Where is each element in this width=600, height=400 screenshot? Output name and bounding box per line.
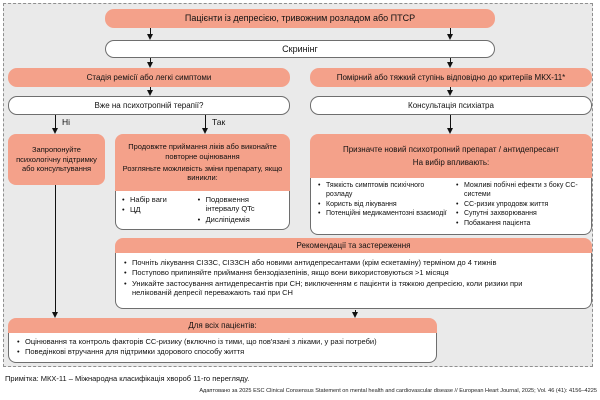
no-branch-label: Ні xyxy=(62,117,71,127)
choice-factor-list-left xyxy=(317,182,449,230)
prescribe-line2: На вибір впливають: xyxy=(412,157,490,167)
arrow-remission-to-question xyxy=(150,87,151,90)
entry-node xyxy=(105,9,495,28)
side-effect-list-left xyxy=(121,195,191,225)
attribution: Адаптовано за 2025 ESC Clinical Consensus Statement on mental health and cardiovascular disease // European Heart Journal, 2025; Vol. 46 (41): 4156–4225 xyxy=(199,388,597,394)
screening-node-label: Скринінг xyxy=(282,43,318,54)
arrow-support-to-all-patients xyxy=(55,185,56,312)
list-item: • Набір ваги xyxy=(121,195,191,204)
continue-medication-line2: Розгляньте можливість зміни препарату, якщо виникли: xyxy=(122,164,283,183)
arrow-severe-to-consult xyxy=(450,87,451,90)
psych-support-node xyxy=(8,134,105,185)
recommendations-body xyxy=(115,253,592,309)
screening-node xyxy=(105,40,495,58)
arrow-question-yes xyxy=(205,115,206,128)
remission-condition-label: Стадія ремісії або легкі симптоми xyxy=(86,72,212,82)
psychiatrist-consult-node xyxy=(310,96,592,115)
arrow-recommendations-to-all-patients xyxy=(355,310,356,312)
all-patients-title: Для всіх пацієнтів: xyxy=(188,320,257,330)
severe-condition-label: Помірний або тяжкий ступінь відповідно до критеріїв МКХ-11* xyxy=(336,72,566,82)
arrow-consult-to-prescribe xyxy=(450,115,451,128)
continue-medication-node xyxy=(115,134,290,230)
list-item: • Подовження інтервалу QTc xyxy=(197,195,284,214)
list-item: • Можливі побічні ефекти з боку СС-системи xyxy=(455,182,583,200)
entry-node-label: Пацієнти із депресією, тривожним розладом або ПТСР xyxy=(184,13,416,24)
arrow-entry-to-screening-left xyxy=(150,28,151,34)
side-effect-list-right xyxy=(197,195,284,225)
list-item: • Дисліпідемія xyxy=(197,215,284,224)
list-item: • Уникайте застосування антидепресантів при СН; виключенням є пацієнти із тяжкою депресією, коли ризики при нелікованій депресії переважають такі при СН xyxy=(123,279,552,298)
list-item: • Поведінкові втручання для підтримки здорового способу життя xyxy=(16,347,429,356)
list-item: • Побажання пацієнта xyxy=(455,220,583,229)
arrow-question-no xyxy=(55,115,56,128)
prescribe-node xyxy=(310,134,592,235)
remission-condition-node xyxy=(8,68,290,87)
arrow-screening-to-severe xyxy=(450,58,451,62)
recommendations-header xyxy=(115,238,592,253)
continue-medication-body xyxy=(115,191,290,230)
list-item: • Почніть лікування СІЗЗС, СІЗЗСН або новими антидепресантами (крім ескетаміну) терміном до 4 тижнів xyxy=(123,258,584,267)
all-patients-header xyxy=(8,318,437,333)
footnote: Примітка: МКХ-11 – Міжнародна класифікація хвороб 11-го перегляду. xyxy=(5,374,250,383)
list-item: • Супутні захворювання xyxy=(455,210,583,219)
list-item: • ЦД xyxy=(121,205,191,214)
choice-factor-list-right xyxy=(455,182,583,230)
recommendations-title: Рекомендації та застереження xyxy=(296,240,411,250)
all-patients-body xyxy=(8,333,437,363)
therapy-question-label: Вже на психотропній терапії? xyxy=(94,100,204,110)
prescribe-body xyxy=(310,178,592,235)
list-item: • Потенційні медикаментозні взаємодії xyxy=(317,210,449,219)
continue-medication-header xyxy=(115,134,290,191)
severe-condition-node xyxy=(310,68,592,87)
list-item: • Користь від лікування xyxy=(317,201,449,210)
prescribe-header xyxy=(310,134,592,178)
list-item: • Оцінювання та контроль факторів СС-ризику (включно із тими, що пов'язані з ліками, у разі потреби) xyxy=(16,337,429,346)
therapy-question-node xyxy=(8,96,290,115)
all-patients-list xyxy=(16,337,429,357)
psych-support-label: Запропонуйте психологічну підтримку або консультування xyxy=(16,145,97,174)
list-item: • СС-ризик упродовж життя xyxy=(455,201,583,210)
prescribe-line1: Призначте новий психотропний препарат / антидепресант xyxy=(342,144,560,154)
list-item: • Поступово припиняйте приймання бензодіазепінів, якщо вони використовуються >1 місяця xyxy=(123,268,584,277)
psychiatrist-consult-label: Консультація психіатра xyxy=(408,100,494,110)
all-patients-node xyxy=(8,318,437,363)
arrow-entry-to-screening-right xyxy=(450,28,451,34)
list-item: • Тяжкість симптомів психічного розладу xyxy=(317,182,449,200)
arrow-screening-to-remission xyxy=(150,58,151,62)
recommendations-node xyxy=(115,238,592,309)
yes-branch-label: Так xyxy=(212,117,226,127)
recommendations-list xyxy=(123,258,584,298)
continue-medication-line1: Продовжте приймання ліків або виконайте повторне оцінювання xyxy=(128,142,277,161)
